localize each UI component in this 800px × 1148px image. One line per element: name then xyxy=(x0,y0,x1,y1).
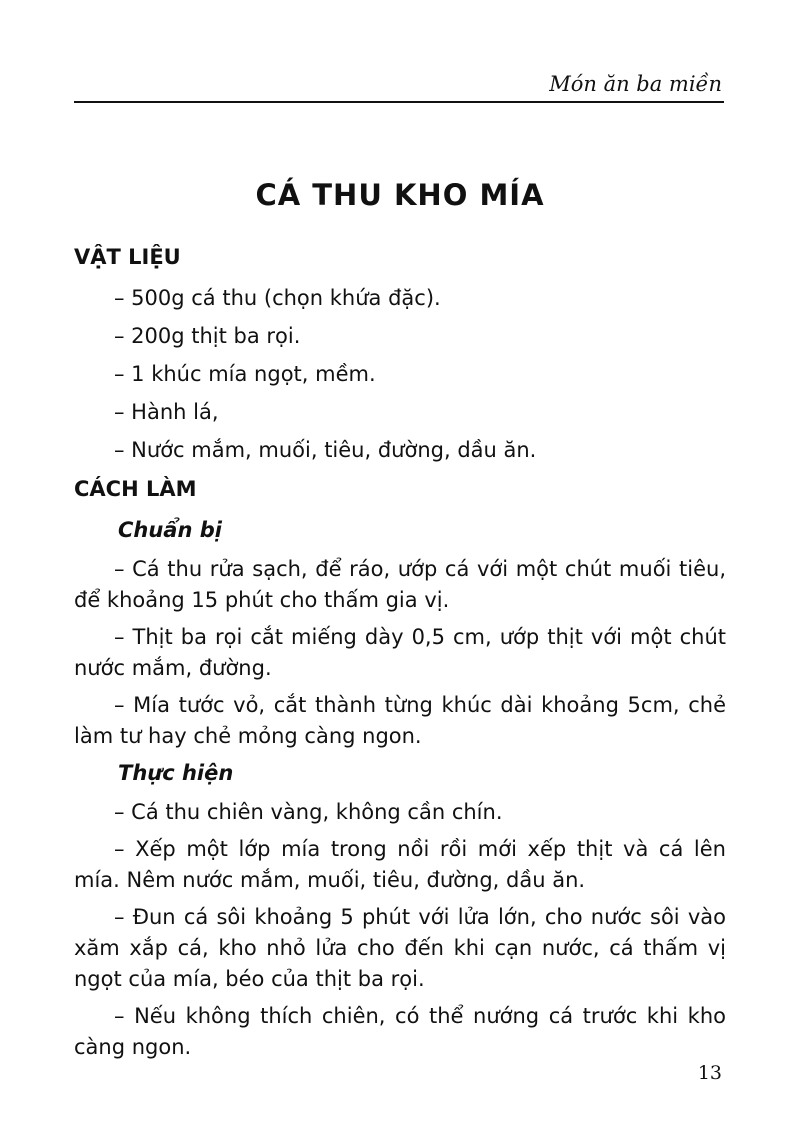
recipe-body xyxy=(74,242,726,1069)
ingredient-item: – 200g thịt ba rọi. xyxy=(114,324,301,348)
cook-heading: Thực hiện xyxy=(118,761,234,785)
ingredient-item: – Nước mắm, muối, tiêu, đường, dầu ăn. xyxy=(114,438,537,462)
method-heading: CÁCH LÀM xyxy=(74,477,197,501)
cook-step: – Xếp một lớp mía trong nồi rồi mới xếp thịt và cá lên mía. Nêm nước mắm, muối, tiêu, đường, dầu ăn. xyxy=(74,837,726,892)
prep-step: – Cá thu rửa sạch, để ráo, ướp cá với một chút muối tiêu, để khoảng 15 phút cho thấm gia vị. xyxy=(74,557,726,612)
running-header-title: Món ăn ba miền xyxy=(549,72,722,96)
cook-step: – Nếu không thích chiên, có thể nướng cá trước khi kho càng ngon. xyxy=(74,1004,726,1059)
ingredient-item: – Hành lá, xyxy=(114,400,219,424)
header-divider xyxy=(74,101,724,103)
prep-step: – Mía tước vỏ, cắt thành từng khúc dài khoảng 5cm, chẻ làm tư hay chẻ mỏng càng ngon. xyxy=(74,693,726,748)
ingredients-list xyxy=(74,283,726,466)
ingredient-item: – 500g cá thu (chọn khứa đặc). xyxy=(114,286,441,310)
prep-heading: Chuẩn bị xyxy=(118,518,222,542)
ingredient-item: – 1 khúc mía ngọt, mềm. xyxy=(114,362,376,386)
page-number: 13 xyxy=(697,1062,722,1084)
prep-step: – Thịt ba rọi cắt miếng dày 0,5 cm, ướp thịt với một chút nước mắm, đường. xyxy=(74,625,726,680)
cook-step: – Cá thu chiên vàng, không cần chín. xyxy=(114,800,503,824)
recipe-title: CÁ THU KHO MÍA xyxy=(255,178,545,212)
ingredients-heading: VẬT LIỆU xyxy=(74,245,181,269)
cook-step: – Đun cá sôi khoảng 5 phút với lửa lớn, cho nước sôi vào xăm xắp cá, kho nhỏ lửa cho đến khi cạn nước, cá thấm vị ngọt của mía, béo của thịt ba rọi. xyxy=(74,905,726,991)
